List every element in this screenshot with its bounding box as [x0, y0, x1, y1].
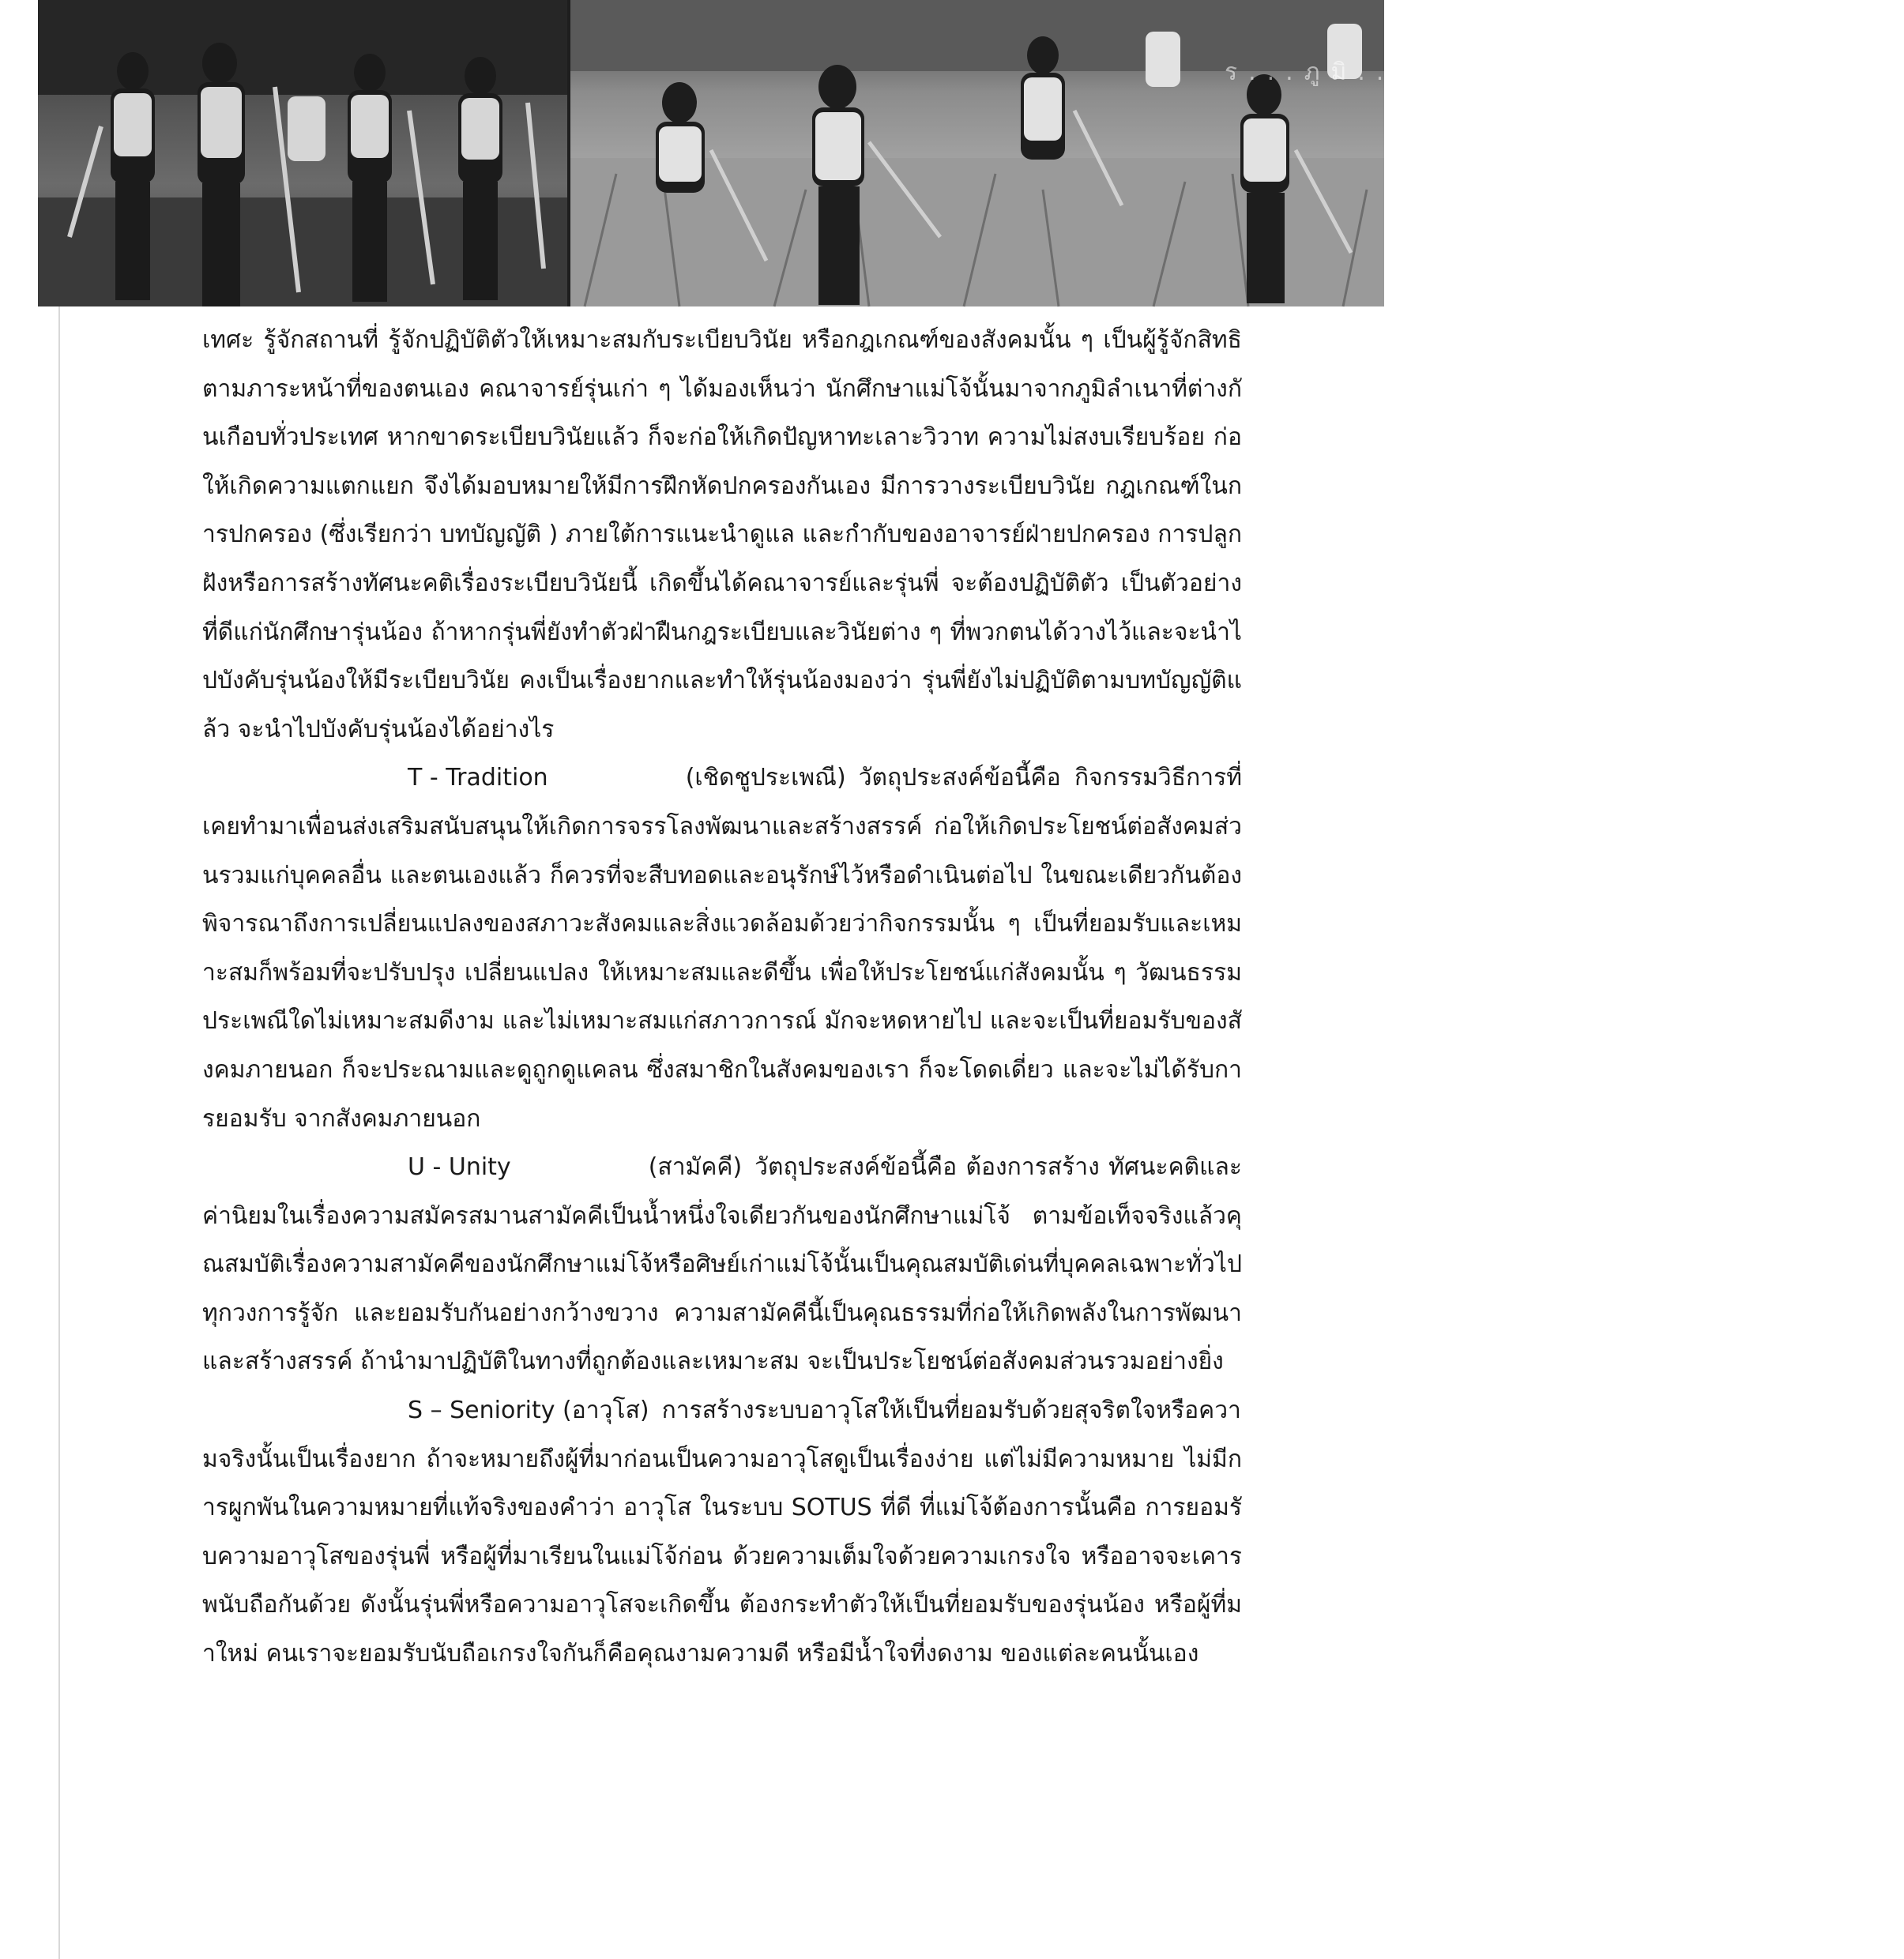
seniority-text: การสร้างระบบอาวุโสให้เป็นที่ยอมรับด้วยสุจริตใจหรือความจริงนั้นเป็นเรื่องยาก ถ้าจะหมายถึงผู้ที่มาก่อนเป็นความอาวุโสดูเป็นเรื่องง่าย แต่ไม่มีความหมาย ไม่มีการผูกพันในความหมายที่แท้จริงของคำว่า อาวุโส ในระบบ SOTUS ที่ดี ที่แม่โจ้ต้องการนั้นคือ การยอมรับความอาวุโสของรุ่นพี่ หรือผู้ที่มาเรียนในแม่โจ้ก่อน ด้วยความเต็มใจด้วยความเกรงใจ หรืออาจจะเคารพนับถือกันด้วย ดังนั้นรุ่นพี่หรือความอาวุโสจะเกิดขึ้น ต้องกระทำตัวให้เป็นที่ยอมรับของรุ่นน้อง หรือผู้ที่มาใหม่ คนเราจะยอมรับนับถือเกรงใจกันก็คือคุณงามความดี หรือมีน้ำใจที่งดงาม ของแต่ละคนนั้นเอง: [202, 1397, 1242, 1668]
unity-thai-term: (สามัคคี): [648, 1153, 743, 1182]
students-clearing-grass-photo: [569, 0, 1846, 306]
paragraph-unity: [202, 1143, 1242, 1386]
photo-divider: [567, 0, 570, 306]
tradition-term: T - Tradition: [408, 764, 548, 792]
paragraph-discipline-text: เทศะ รู้จักสถานที่ รู้จักปฏิบัติตัวให้เหมาะสมกับระเบียบวินัย หรือกฎเกณฑ์ของสังคมนั้น ๆ เป็นผู้รู้จักสิทธิตามภาระหน้าที่ของตนเอง คณาจารย์รุ่นเก่า ๆ ได้มองเห็นว่า นักศึกษาแม่โจ้นั้นมาจากภูมิลำเนาที่ต่างกันเกือบทั่วประเทศ หากขาดระเบียบวินัยแล้ว ก็จะก่อให้เกิดปัญหาทะเลาะวิวาท ความไม่สงบเรียบร้อย ก่อให้เกิดความแตกแยก จึงได้มอบหมายให้มีการฝึกหัดปกครองกันเอง มีการวางระเบียบวินัย กฎเกณฑ์ในการปกครอง (ซึ่งเรียกว่า บทบัญญัติ ) ภายใต้การแนะนำดูแล และกำกับของอาจารย์ฝ่ายปกครอง การปลูกฝังหรือการสร้างทัศนะคติเรื่องระเบียบวินัยนี้ เกิดขึ้นได้คณาจารย์และรุ่นพี่ จะต้องปฏิบัติตัว เป็นตัวอย่างที่ดีแก่นักศึกษารุ่นน้อง ถ้าหากรุ่นพี่ยังทำตัวฝ่าฝืนกฎระเบียบและวินัยต่าง ๆ ที่พวกตนได้วางไว้และจะนำไปบังคับรุ่นน้องให้มีระเบียบวินัย คงเป็นเรื่องยากและทำให้รุ่นน้องมองว่า รุ่นพี่ยังไม่ปฏิบัติตามบทบัญญัติแล้ว จะนำไปบังคับรุ่นน้องได้อย่างไร: [202, 326, 1242, 743]
tradition-text: วัตถุประสงค์ข้อนี้คือ กิจกรรมวิธีการที่เคยทำมาเพื่อนส่งเสริมสนับสนุนให้เกิดการจรรโลงพัฒนาและสร้างสรรค์ ก่อให้เกิดประโยชน์ต่อสังคมส่วนรวมแก่บุคคลอื่น และตนเองแล้ว ก็ควรที่จะสืบทอดและอนุรักษ์ไว้หรือดำเนินต่อไป ในขณะเดียวกันต้องพิจารณาถึงการเปลี่ยนแปลงของสภาวะสังคมและสิ่งแวดล้อมด้วยว่ากิจกรรมนั้น ๆ เป็นที่ยอมรับและเหมาะสมก็พร้อมที่จะปรับปรุง เปลี่ยนแปลง ให้เหมาะสมและดีขึ้น เพื่อให้ประโยชน์แก่สังคมนั้น ๆ วัฒนธรรมประเพณีใดไม่เหมาะสมดีงาม และไม่เหมาะสมแก่สภาวการณ์ มักจะหดหายไป และจะเป็นที่ยอมรับของสังคมภายนอก ก็จะประณามและดูถูกดูแคลน ซึ่งสมาชิกในสังคมของเรา ก็จะโดดเดี่ยว และจะไม่ได้รับการยอมรับ จากสังคมภายนอก: [202, 764, 1242, 1133]
seniority-term: S – Seniority (อาวุโส): [408, 1397, 649, 1425]
header-photo-strip: [38, 0, 1846, 306]
tradition-thai-term: (เชิดชูประเพณี): [685, 764, 846, 792]
paragraph-discipline: [202, 316, 1242, 754]
photo-caption-text: ร...ภูมิ...อก...อ..ประ..องคสืบส: [1225, 58, 1846, 86]
article-body: [202, 316, 1242, 1841]
students-silhouette-left: [38, 0, 569, 306]
unity-text: วัตถุประสงค์ข้อนี้คือ ต้องการสร้าง ทัศนะคติและค่านิยมในเรื่องความสมัครสมานสามัคคีเป็นน้ำหนึ่งใจเดียวกันของนักศึกษาแม่โจ้ ตามข้อเท็จจริงแล้วคุณสมบัติเรื่องความสามัคคีของนักศึกษาแม่โจ้หรือศิษย์เก่าแม่โจ้นั้นเป็นคุณสมบัติเด่นที่บุคคลเฉพาะทั่วไป ทุกวงการรู้จัก และยอมรับกันอย่างกว้างขวาง ความสามัคคีนี้เป็นคุณธรรมที่ก่อให้เกิดพลังในการพัฒนา และสร้างสรรค์ ถ้านำมาปฏิบัติในทางที่ถูกต้องและเหมาะสม จะเป็นประโยชน์ต่อสังคมส่วนรวมอย่างยิ่ง: [202, 1153, 1243, 1376]
paragraph-seniority: [202, 1386, 1242, 1679]
students-with-hoes-photo: [38, 0, 569, 306]
unity-term: U - Unity: [408, 1153, 511, 1182]
paragraph-tradition: [202, 754, 1242, 1143]
students-silhouette-right: [569, 0, 1384, 306]
